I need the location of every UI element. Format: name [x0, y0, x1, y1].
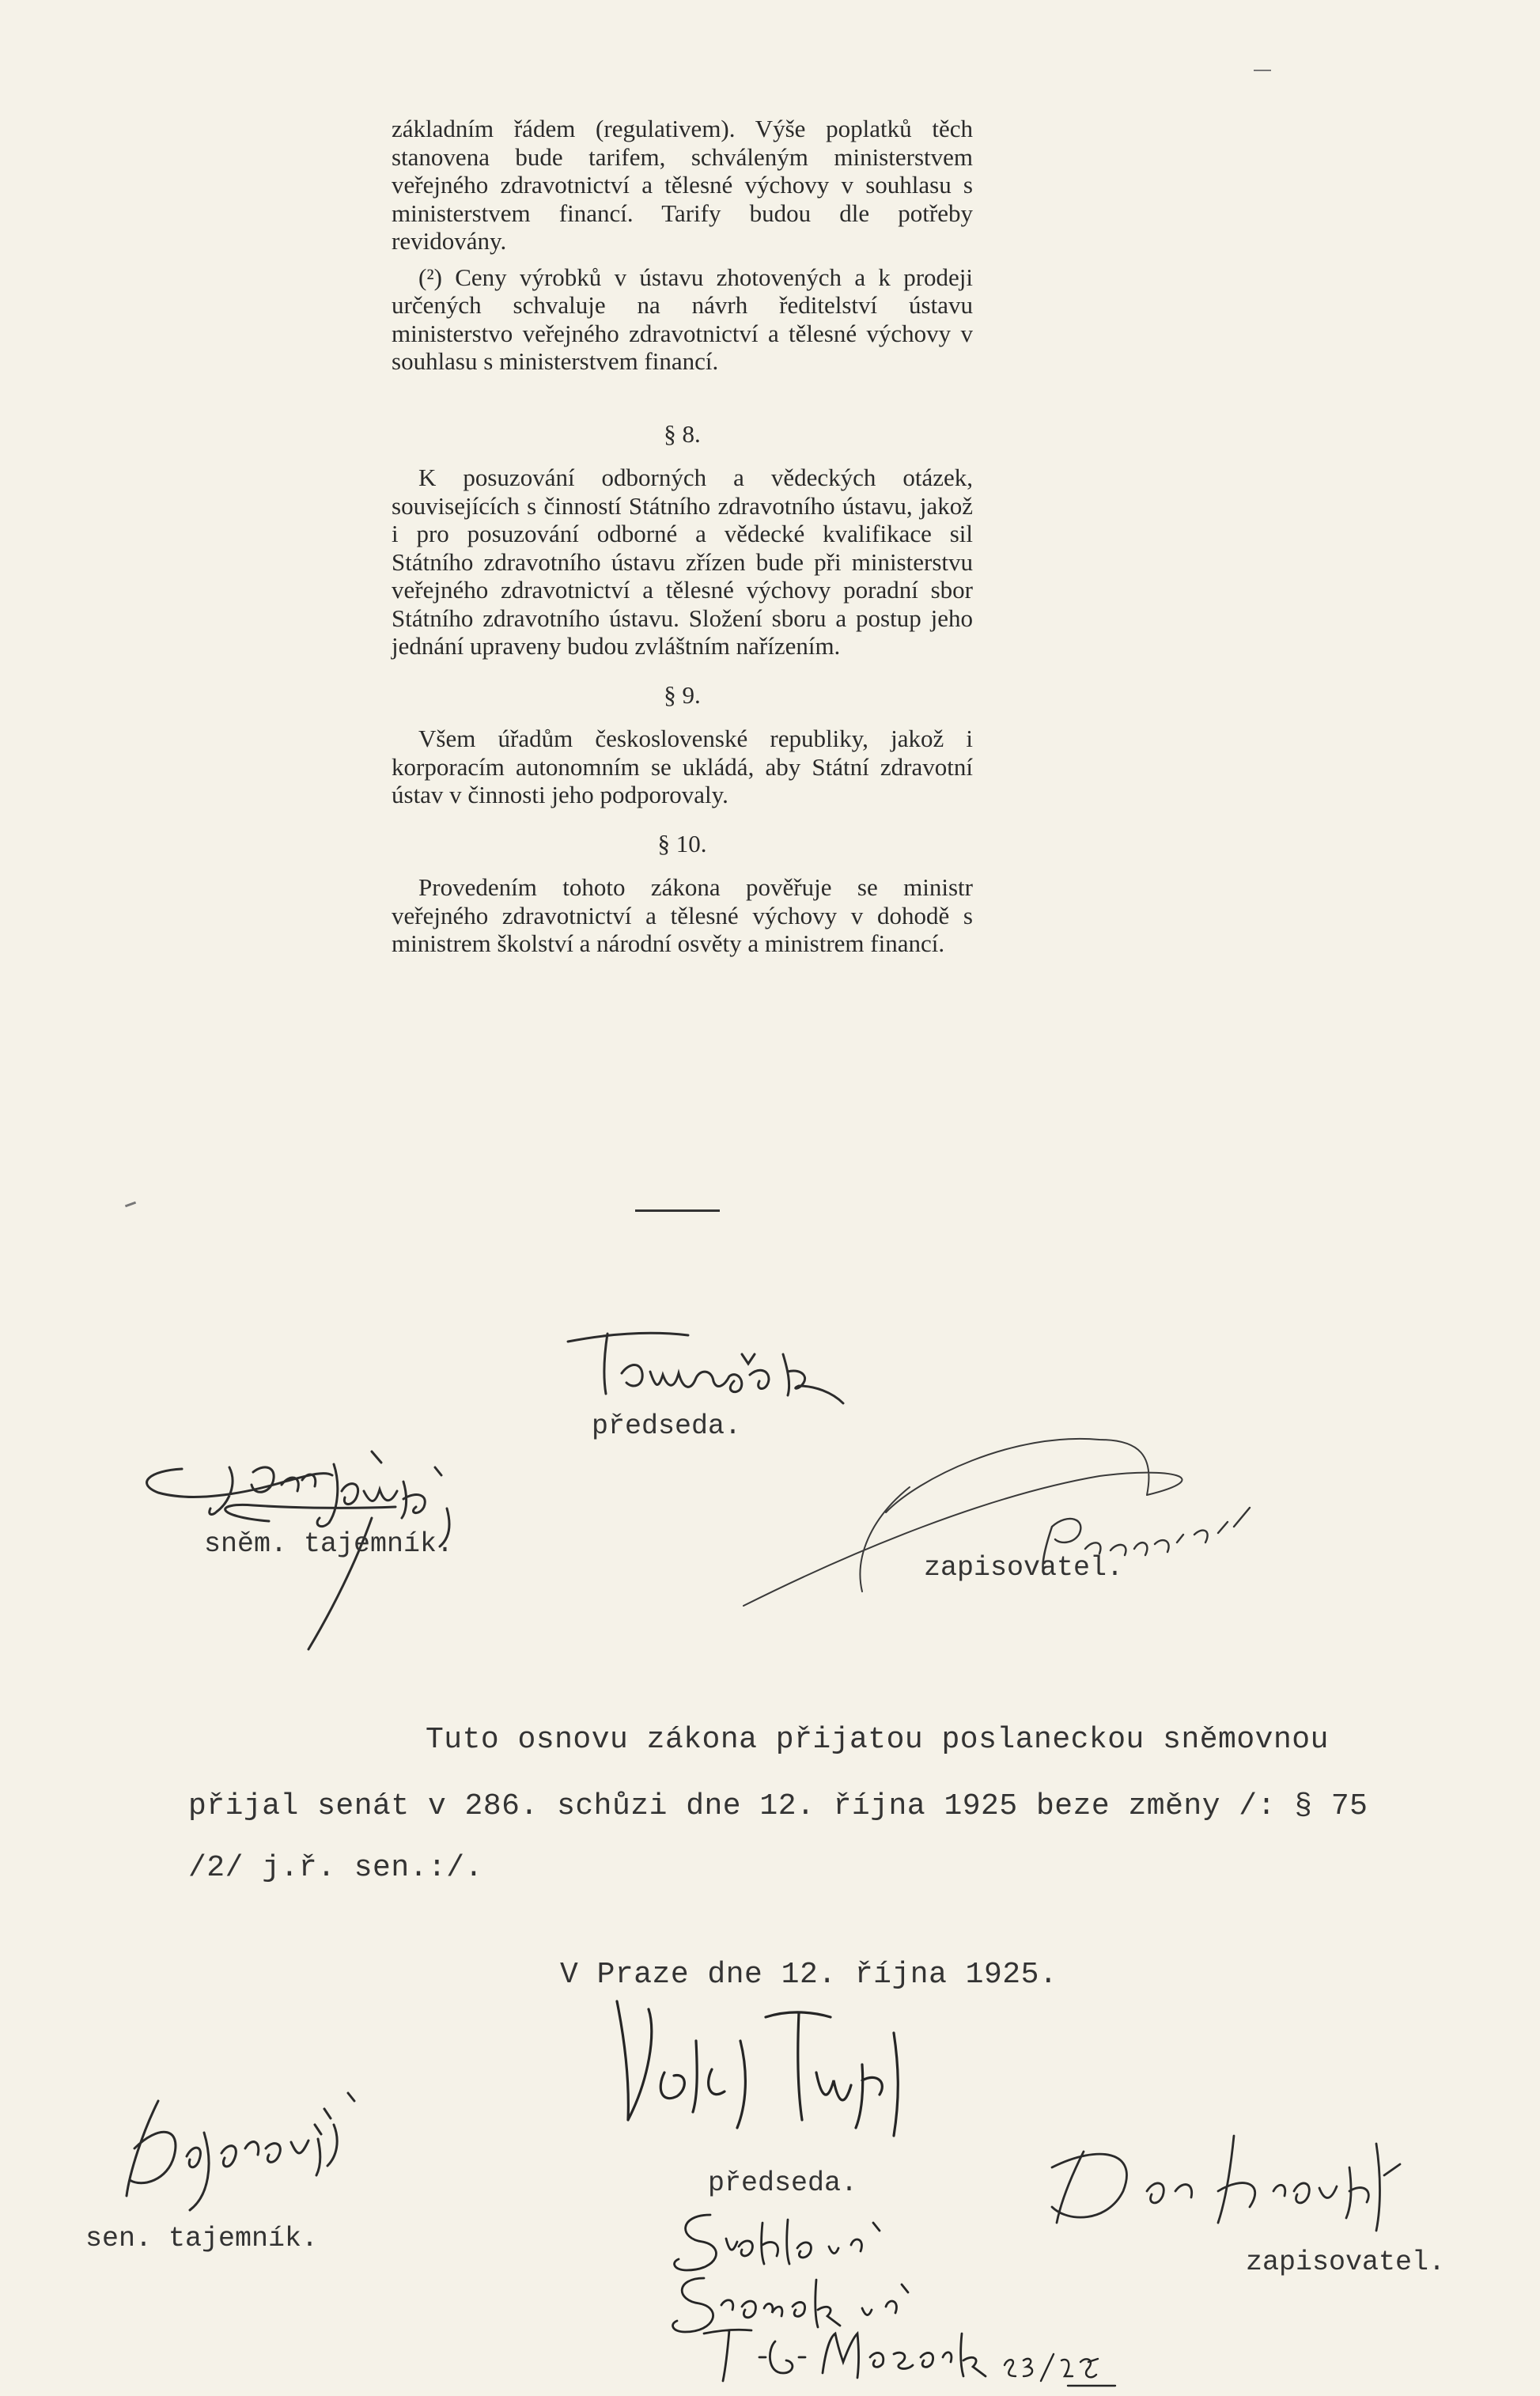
masaryk-signature: [696, 2318, 1123, 2393]
senate-secretary-signature: [111, 2077, 427, 2212]
chamber-chair-role: předseda.: [592, 1410, 742, 1442]
senate-chair-signature: [601, 1993, 933, 2152]
chamber-secretary-role: sněm. tajemník.: [204, 1528, 454, 1560]
law-text-column: [392, 115, 973, 958]
svehla-signature: [663, 2207, 900, 2278]
senate-secretary-role: sen. tajemník.: [85, 2223, 319, 2254]
section-9-heading: § 9.: [664, 680, 701, 709]
chamber-chair-signature: [562, 1323, 846, 1410]
scan-mark: [1254, 70, 1271, 71]
section-9-text: Všem úřadům československé republiky, jakož i korporacím autonomním se ukládá, aby Státní zdravotní ústav v činnosti jeho podporovaly.: [392, 725, 973, 808]
senate-note-line-3: /2/ j.ř. sen.:/.: [188, 1851, 483, 1885]
scan-mark: [125, 1202, 136, 1208]
end-rule: [635, 1209, 720, 1212]
section-10-heading: § 10.: [657, 829, 707, 857]
continuation-paragraph: základním řádem (regulativem). Výše poplatků těch stanovena bude tarifem, schváleným ministerstvem veřejného zdravotnictví a tělesné výchovy v souhlasu s ministerstvem financí. Tarify budou dle potřeby revidovány.: [392, 115, 973, 255]
senate-note-line-2: přijal senát v 286. schůzi dne 12. října 1925 beze změny /: § 75: [188, 1789, 1368, 1823]
senate-date-line: V Praze dne 12. října 1925.: [560, 1958, 1058, 1992]
chamber-clerk-role: zapisovatel.: [924, 1552, 1124, 1584]
senate-note-line-1: Tuto osnovu zákona přijatou poslaneckou sněmovnou: [426, 1723, 1329, 1757]
section-8-heading: § 8.: [664, 419, 701, 448]
section-8-text: K posuzování odborných a vědeckých otázek, souvisejících s činností Státního zdravotního ústavu, jakož i pro posuzování odborné a vědecké kvalifikace sil Státního zdravotního ústavu zřízen bude při ministerstvu veřejného zdravotnictví a tělesné výchovy poradní sbor Státního zdravotního ústavu. Složení sboru a postup jeho jednání upraveny budou zvláštním nařízením.: [392, 464, 973, 660]
chamber-clerk-signature: [728, 1408, 1313, 1622]
paragraph-2: (²) Ceny výrobků v ústavu zhotovených a k prodeji určených schvaluje na návrh ředitelství ústavu ministerstvo veřejného zdravotnictví a tělesné výchovy v souhlasu s ministerstvem financí.: [392, 263, 973, 375]
section-10-text: Provedením tohoto zákona pověřuje se ministr veřejného zdravotnictví a tělesné výchovy v dohodě s ministrem školství a národní osvěty a ministrem financí.: [392, 873, 973, 957]
senate-clerk-signature: [1036, 2120, 1479, 2246]
senate-clerk-role: zapisovatel.: [1246, 2246, 1446, 2278]
senate-chair-role: předseda.: [708, 2167, 858, 2199]
